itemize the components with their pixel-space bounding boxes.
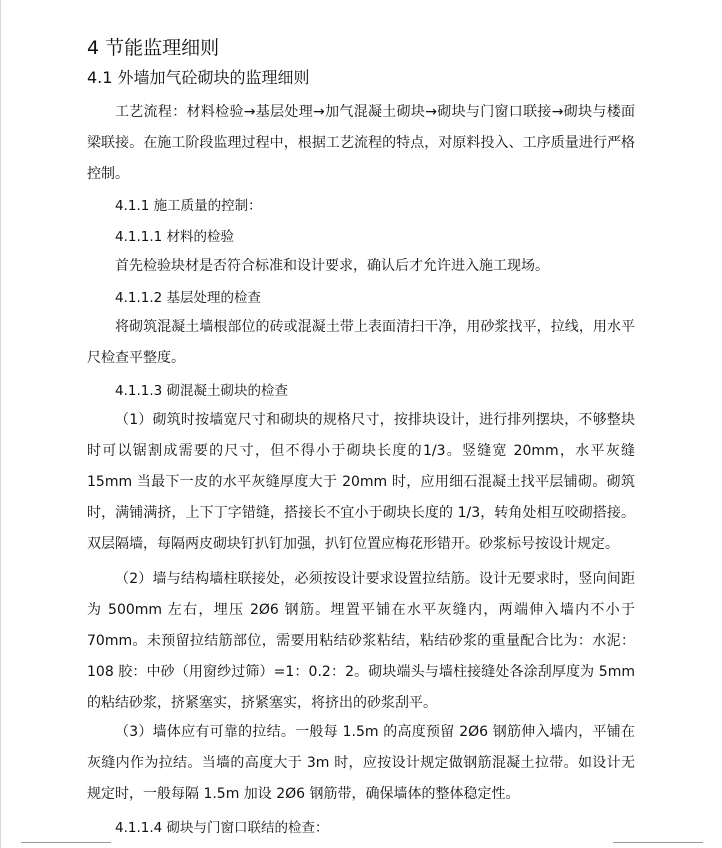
- paragraph-item-2: （2）墙与结构墙柱联接处，必须按设计要求设置拉结筋。设计无要求时，竖向间距为 500mm 左右，埋压 2Ø6 钢筋。埋置平铺在水平灰缝内，两端伸入墙内不小于 70mm。未预留拉结筋部位，需要用粘结砂浆粘结，粘结砂浆的重量配合比为：水泥：108 胶：中砂（用窗纱过筛）=1：0.2：2。砌块端头与墙柱接缝处各涂刮厚度为 5mm 的粘结砂浆，挤紧塞实，挤紧塞实，将挤出的砂浆刮平。: [87, 571, 635, 711]
- intro-paragraph: 工艺流程：材料检验→基层处理→加气混凝土砌块→砌块与门窗口联接→砌块与楼面梁联接。在施工阶段监理过程中，根据工艺流程的特点，对原料投入、工序质量进行严格控制。: [87, 104, 635, 182]
- paragraph-4-1-1-2: 将砌筑混凝土墙根部位的砖或混凝土带上表面清扫干净，用砂浆找平，拉线，用水平尺检查平整度。: [87, 319, 635, 366]
- subsection-heading: 4.1 外墙加气砼砌块的监理细则: [87, 68, 310, 87]
- subheading-4-1-1-4: 4.1.1.4 砌块与门窗口联结的检查：: [115, 820, 329, 836]
- subheading-4-1-1-1: 4.1.1.1 材料的检验: [115, 229, 235, 245]
- section-heading: 4 节能监理细则: [87, 37, 220, 59]
- subheading-4-1-1: 4.1.1 施工质量的控制：: [115, 198, 262, 214]
- paragraph-4-1-1-1: 首先检验块材是否符合标准和设计要求，确认后才允许进入施工现场。: [115, 258, 549, 274]
- paragraph-item-3: （3）墙体应有可靠的拉结。一般每 1.5m 的高度预留 2Ø6 钢筋伸入墙内，平铺在灰缝内作为拉结。当墙的高度大于 3m 时，应按设计规定做钢筋混凝土拉带。如设计无规定时，一般每隔 1.5m 加设 2Ø6 钢筋带，确保墙体的整体稳定性。: [87, 724, 635, 802]
- subheading-4-1-1-2: 4.1.1.2 基层处理的检查: [115, 290, 262, 306]
- subheading-4-1-1-3: 4.1.1.3 砌混凝土砌块的检查: [115, 383, 289, 399]
- page-corner-mark-left: [21, 842, 111, 843]
- page-corner-mark-right: [613, 842, 703, 843]
- paragraph-item-1: （1）砌筑时按墙宽尺寸和砌块的规格尺寸，按排块设计，进行排列摆块，不够整块时可以锯割成需要的尺寸，但不得小于砌块长度的1/3。竖缝宽 20mm，水平灰缝 15mm 当最下一皮的水平灰缝厚度大于 20mm 时，应用细石混凝土找平层铺砌。砌筑时，满铺满挤，上下丁字错缝，搭接长不宜小于砌块长度的 1/3，转角处相互咬砌搭接。双层隔墙，每隔两皮砌块钉扒钉加强，扒钉位置应梅花形错开。砂浆标号按设计规定。: [87, 412, 635, 552]
